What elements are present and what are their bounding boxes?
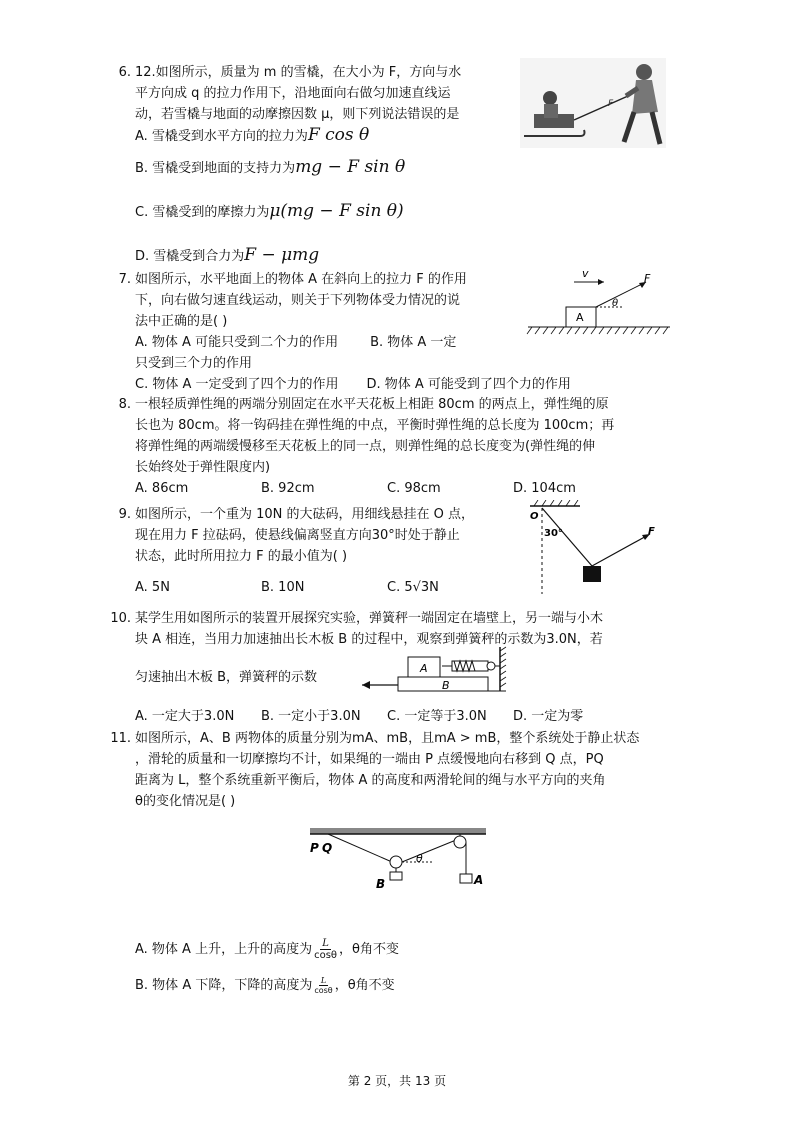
question-text-line: 一根轻质弹性绳的两端分别固定在水平天花板上相距 80cm 的两点上，弹性绳的原 bbox=[135, 397, 609, 412]
question-text-line: 如图所示，一个重为 10N 的大砝码，用细线悬挂在 O 点， bbox=[135, 507, 475, 522]
block-a-label: A bbox=[474, 873, 484, 887]
pulley-figure bbox=[308, 822, 492, 894]
option-a: A. 一定大于3.0N bbox=[135, 709, 235, 724]
question-text-line: 如图所示，A、B 两物体的质量分别为mA、mB，且mA > mB，整个系统处于静止状态 bbox=[135, 731, 640, 746]
question-number: 11. bbox=[110, 731, 131, 746]
option-c: C. 98cm bbox=[387, 481, 441, 496]
option-c: C. 5√3N bbox=[387, 580, 439, 595]
question-text-line: ，滑轮的质量和一切摩擦均不计，如果绳的一端由 P 点缓慢地向右移到 Q 点，PQ bbox=[135, 752, 604, 767]
option-b: B. 雪橇受到地面的支持力为mg − F sin θ bbox=[135, 157, 406, 177]
question-number: 7. bbox=[118, 272, 131, 287]
angle-label: 30° bbox=[544, 528, 563, 539]
options-row bbox=[135, 706, 675, 727]
question-text-line: 长也为 80cm。将一钩码挂在弹性绳的中点，平衡时弹性绳的总长度为 100cm；再 bbox=[135, 418, 615, 433]
force-label: F bbox=[648, 526, 655, 537]
option-d: D. 104cm bbox=[513, 481, 576, 496]
option-c: C. 雪橇受到的摩擦力为μ(mg − F sin θ) bbox=[135, 201, 404, 221]
question-text-line: 某学生用如图所示的装置开展探究实验，弹簧秤一端固定在墙壁上，另一端与小木 bbox=[135, 611, 604, 626]
velocity-label: v bbox=[582, 267, 589, 280]
option-a: A. 物体 A 可能只受到二个力的作用 B. 物体 A 一定 bbox=[135, 335, 457, 350]
options-row bbox=[135, 478, 675, 499]
question-9 bbox=[118, 504, 515, 598]
option-a: A. 雪橇受到水平方向的拉力为F cos θ bbox=[135, 125, 370, 145]
question-text-line: 平方向成 q 的拉力作用下，沿地面向右做匀加速直线运 bbox=[135, 86, 451, 101]
option-a: A. 86cm bbox=[135, 481, 189, 496]
point-q-label: Q bbox=[322, 841, 333, 855]
question-text-line: 下，向右做匀速直线运动，则关于下列物体受力情况的说 bbox=[135, 293, 461, 308]
option-b: B. 92cm bbox=[261, 481, 315, 496]
option-b: B. 物体 A 一定 bbox=[370, 335, 457, 350]
question-text-line: 法中正确的是( ) bbox=[135, 314, 228, 329]
question-text-line: 块 A 相连，当用力加速抽出长木板 B 的过程中，观察到弹簧秤的示数为3.0N，若 bbox=[135, 632, 603, 647]
block-label: A bbox=[576, 311, 584, 324]
question-number: 10. bbox=[110, 611, 131, 626]
block-b-label: B bbox=[376, 877, 386, 891]
question-text-line: θ的变化情况是( ) bbox=[135, 794, 236, 809]
point-o-label: O bbox=[530, 511, 539, 522]
formula: μ(mg − F sin θ) bbox=[269, 201, 404, 221]
question-number: 8. bbox=[118, 397, 131, 412]
option-a: A. 5N bbox=[135, 580, 170, 595]
question-text-line: 12.如图所示，质量为 m 的雪橇，在大小为 F，方向与水 bbox=[135, 65, 462, 80]
question-text-line: 状态，此时所用拉力 F 的最小值为( ) bbox=[135, 549, 348, 564]
question-text-line: 现在用力 F 拉砝码，使悬线偏离竖直方向30°时处于静止 bbox=[135, 528, 460, 543]
block-a-label: A bbox=[420, 662, 428, 675]
fraction: $\frac{L}{\cos\theta}$ bbox=[314, 976, 333, 995]
force-label: F bbox=[644, 272, 651, 285]
page-footer: 第 2 页，共 13 页 bbox=[347, 1074, 447, 1088]
option-cd: C. 物体 A 一定受到了四个力的作用 D. 物体 A 可能受到了四个力的作用 bbox=[135, 377, 571, 392]
point-p-label: P bbox=[310, 841, 319, 855]
formula: F − μmg bbox=[244, 245, 320, 265]
question-7 bbox=[118, 269, 571, 395]
block-force-figure bbox=[524, 266, 674, 342]
option-b-cont: 只受到三个力的作用 bbox=[135, 356, 253, 371]
fraction: $\frac{L}{\cos\theta}$ bbox=[314, 938, 338, 961]
question-text-line: 匀速抽出木板 B，弹簧秤的示数 bbox=[135, 670, 318, 685]
formula: F cos θ bbox=[307, 125, 370, 145]
question-text-line: 将弹性绳的两端缓慢移至天花板上的同一点，则弹性绳的总长度变为(弹性绳的伸 bbox=[135, 439, 596, 454]
spring-scale-figure bbox=[360, 645, 532, 697]
formula: mg − F sin θ bbox=[295, 157, 406, 177]
force-label: F bbox=[608, 99, 614, 109]
options-row bbox=[135, 577, 515, 598]
question-number: 9. bbox=[118, 507, 131, 522]
angle-label: θ bbox=[612, 298, 619, 309]
question-text-line: 如图所示，水平地面上的物体 A 在斜向上的拉力 F 的作用 bbox=[135, 272, 467, 287]
option-c: C. 一定等于3.0N bbox=[387, 709, 487, 724]
option-d: D. 雪橇受到合力为F − μmg bbox=[135, 245, 320, 265]
question-text-line: 距离为 L，整个系统重新平衡后，物体 A 的高度和两滑轮间的绳与水平方向的夹角 bbox=[135, 773, 606, 788]
option-a: A. 物体 A 上升，上升的高度为 $\frac{L}{\cos\theta}$ ，θ角不变 bbox=[135, 938, 400, 961]
option-d: D. 一定为零 bbox=[513, 709, 584, 724]
question-text-line: 动，若雪橇与地面的动摩擦因数 μ，则下列说法错误的是 bbox=[135, 107, 460, 122]
option-b: B. 物体 A 下降，下降的高度为 $\frac{L}{\cos\theta}$ ，θ角不变 bbox=[135, 976, 395, 995]
pendulum-figure bbox=[524, 500, 664, 596]
option-b: B. 10N bbox=[261, 580, 305, 595]
sled-figure bbox=[520, 58, 666, 148]
option-d: D. 物体 A 可能受到了四个力的作用 bbox=[366, 377, 571, 392]
angle-label: θ bbox=[416, 852, 423, 865]
option-b: B. 一定小于3.0N bbox=[261, 709, 361, 724]
question-number: 6. bbox=[118, 65, 131, 80]
question-text-line: 长始终处于弹性限度内) bbox=[135, 460, 271, 475]
board-b-label: B bbox=[442, 679, 450, 692]
question-8 bbox=[118, 394, 675, 499]
